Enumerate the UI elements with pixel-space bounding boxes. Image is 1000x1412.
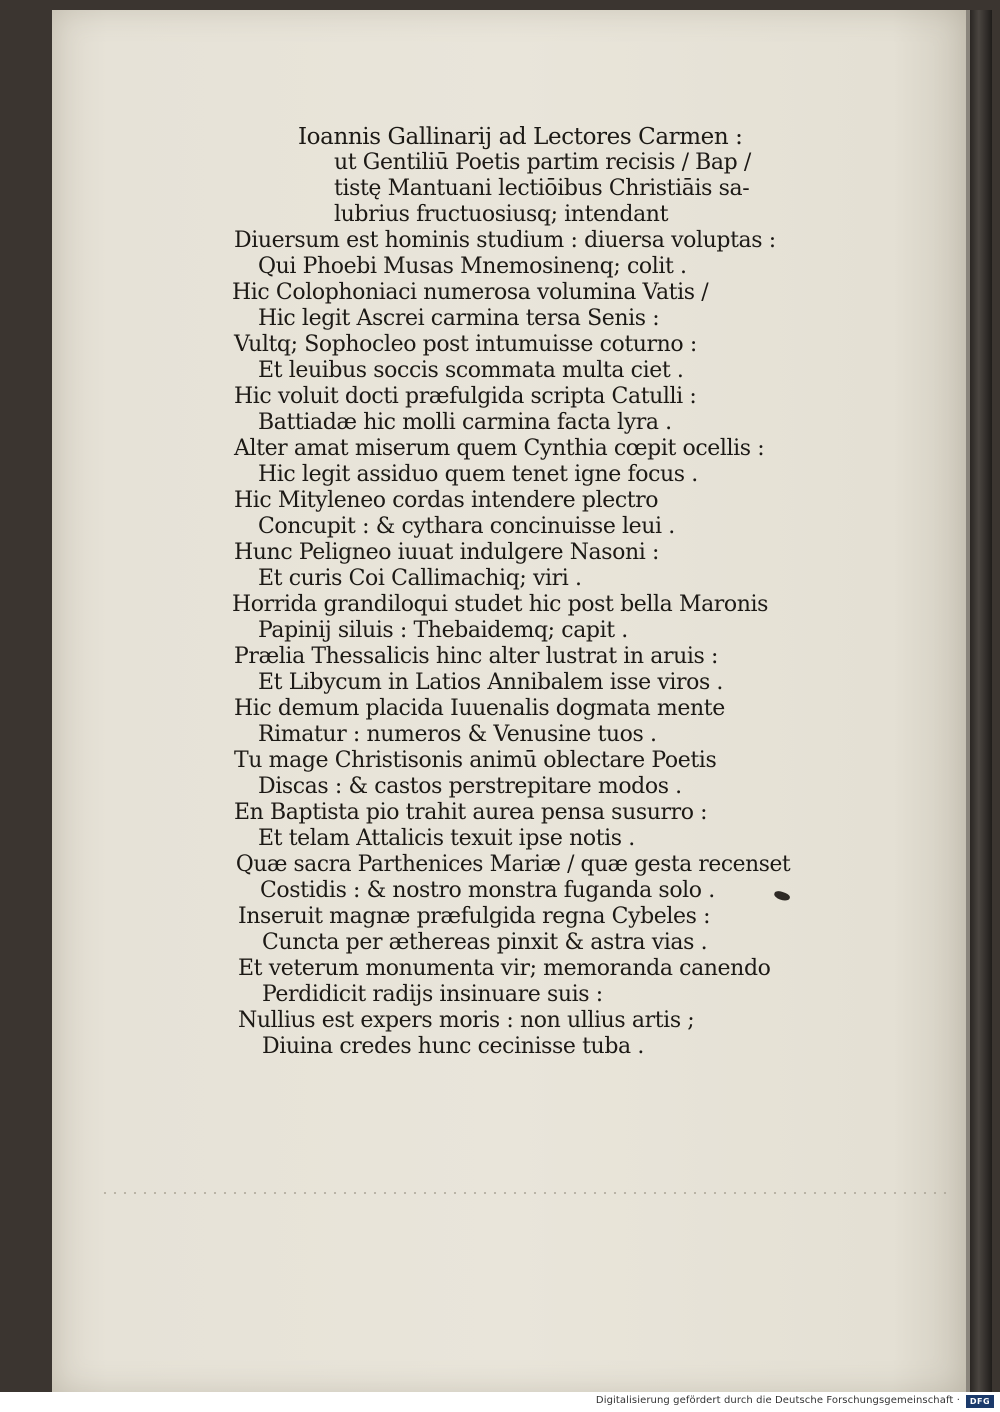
poem-verse-line: Nullius est expers moris : non ullius artis ; bbox=[238, 1008, 695, 1033]
poem-verse-line: Quæ sacra Parthenices Mariæ / quæ gesta recenset bbox=[235, 852, 791, 877]
poem-verse-line: Rimatur : numeros & Venusine tuos . bbox=[258, 722, 657, 747]
poem-verse-line: Horrida grandiloqui studet hic post bella Maronis bbox=[232, 592, 769, 617]
poem-verse-line: En Baptista pio trahit aurea pensa susurro : bbox=[234, 800, 708, 825]
dfg-logo-icon: DFG bbox=[966, 1395, 994, 1408]
footer-bar bbox=[0, 1392, 1000, 1412]
poem-verse-line: Et leuibus soccis scommata multa ciet . bbox=[258, 358, 684, 383]
poem-verse-line: Hic Colophoniaci numerosa volumina Vatis / bbox=[232, 280, 709, 305]
funding-credit: Digitalisierung gefördert durch die Deutsche Forschungsgemeinschaft · bbox=[595, 1395, 960, 1406]
poem-heading-line-1: Ioannis Gallinarij ad Lectores Carmen : bbox=[298, 124, 743, 150]
poem-verse-line: Qui Phoebi Musas Mnemosinenq; colit . bbox=[258, 254, 687, 279]
poem-verse-line: Et curis Coi Callimachiq; viri . bbox=[258, 566, 582, 591]
poem-verse-line: Battiadæ hic molli carmina facta lyra . bbox=[258, 410, 672, 435]
dotted-stain-line bbox=[100, 1192, 950, 1194]
poem-verse-line: Diuersum est hominis studium : diuersa voluptas : bbox=[234, 228, 776, 253]
poem-verse-line: Tu mage Christisonis animū oblectare Poetis bbox=[234, 748, 717, 773]
poem-verse-line: Papinij siluis : Thebaidemq; capit . bbox=[258, 618, 628, 643]
poem-verse-line: Hunc Peligneo iuuat indulgere Nasoni : bbox=[234, 540, 660, 565]
poem-verse-line: Hic legit Ascrei carmina tersa Senis : bbox=[258, 306, 660, 331]
poem-verse-line: Hic voluit docti præfulgida scripta Catulli : bbox=[234, 384, 697, 409]
poem-verse-line: Inseruit magnæ præfulgida regna Cybeles : bbox=[238, 904, 711, 929]
poem-verse-line: Hic demum placida Iuuenalis dogmata mente bbox=[234, 696, 725, 721]
poem-verse-line: Et Libycum in Latios Annibalem isse viros . bbox=[258, 670, 724, 695]
poem-verse-line: Hic Mityleneo cordas intendere plectro bbox=[234, 488, 659, 513]
poem-verse-line: Prælia Thessalicis hinc alter lustrat in aruis : bbox=[234, 644, 718, 669]
poem-heading-line-4: lubrius fructuosiusq; intendant bbox=[334, 202, 669, 227]
poem-heading-line-3: tistę Mantuani lectiōibus Christiāis sa- bbox=[334, 176, 750, 201]
poem-verse-line: Diuina credes hunc cecinisse tuba . bbox=[262, 1034, 644, 1059]
poem-verse-line: Vultq; Sophocleo post intumuisse coturno : bbox=[234, 332, 697, 357]
poem-verse-line: Concupit : & cythara concinuisse leui . bbox=[258, 514, 675, 539]
poem-verse-line: Costidis : & nostro monstra fuganda solo . bbox=[260, 878, 715, 903]
poem-verse-line: Perdidicit radijs insinuare suis : bbox=[262, 982, 603, 1007]
poem-verse-line: Cuncta per æthereas pinxit & astra vias . bbox=[262, 930, 708, 955]
poem-verse-line: Et veterum monumenta vir; memoranda canendo bbox=[238, 956, 771, 981]
poem-verse-line: Hic legit assiduo quem tenet igne focus . bbox=[258, 462, 698, 487]
poem-verse-line: Alter amat miserum quem Cynthia cœpit ocellis : bbox=[234, 436, 765, 461]
poem-verse-line: Et telam Attalicis texuit ipse notis . bbox=[258, 826, 635, 851]
poem-text-block bbox=[230, 124, 790, 1060]
poem-heading-line-2: ut Gentiliū Poetis partim recisis / Bap / bbox=[334, 150, 751, 175]
binding-edge bbox=[970, 10, 992, 1392]
poem-verse-line: Discas : & castos perstrepitare modos . bbox=[258, 774, 682, 799]
